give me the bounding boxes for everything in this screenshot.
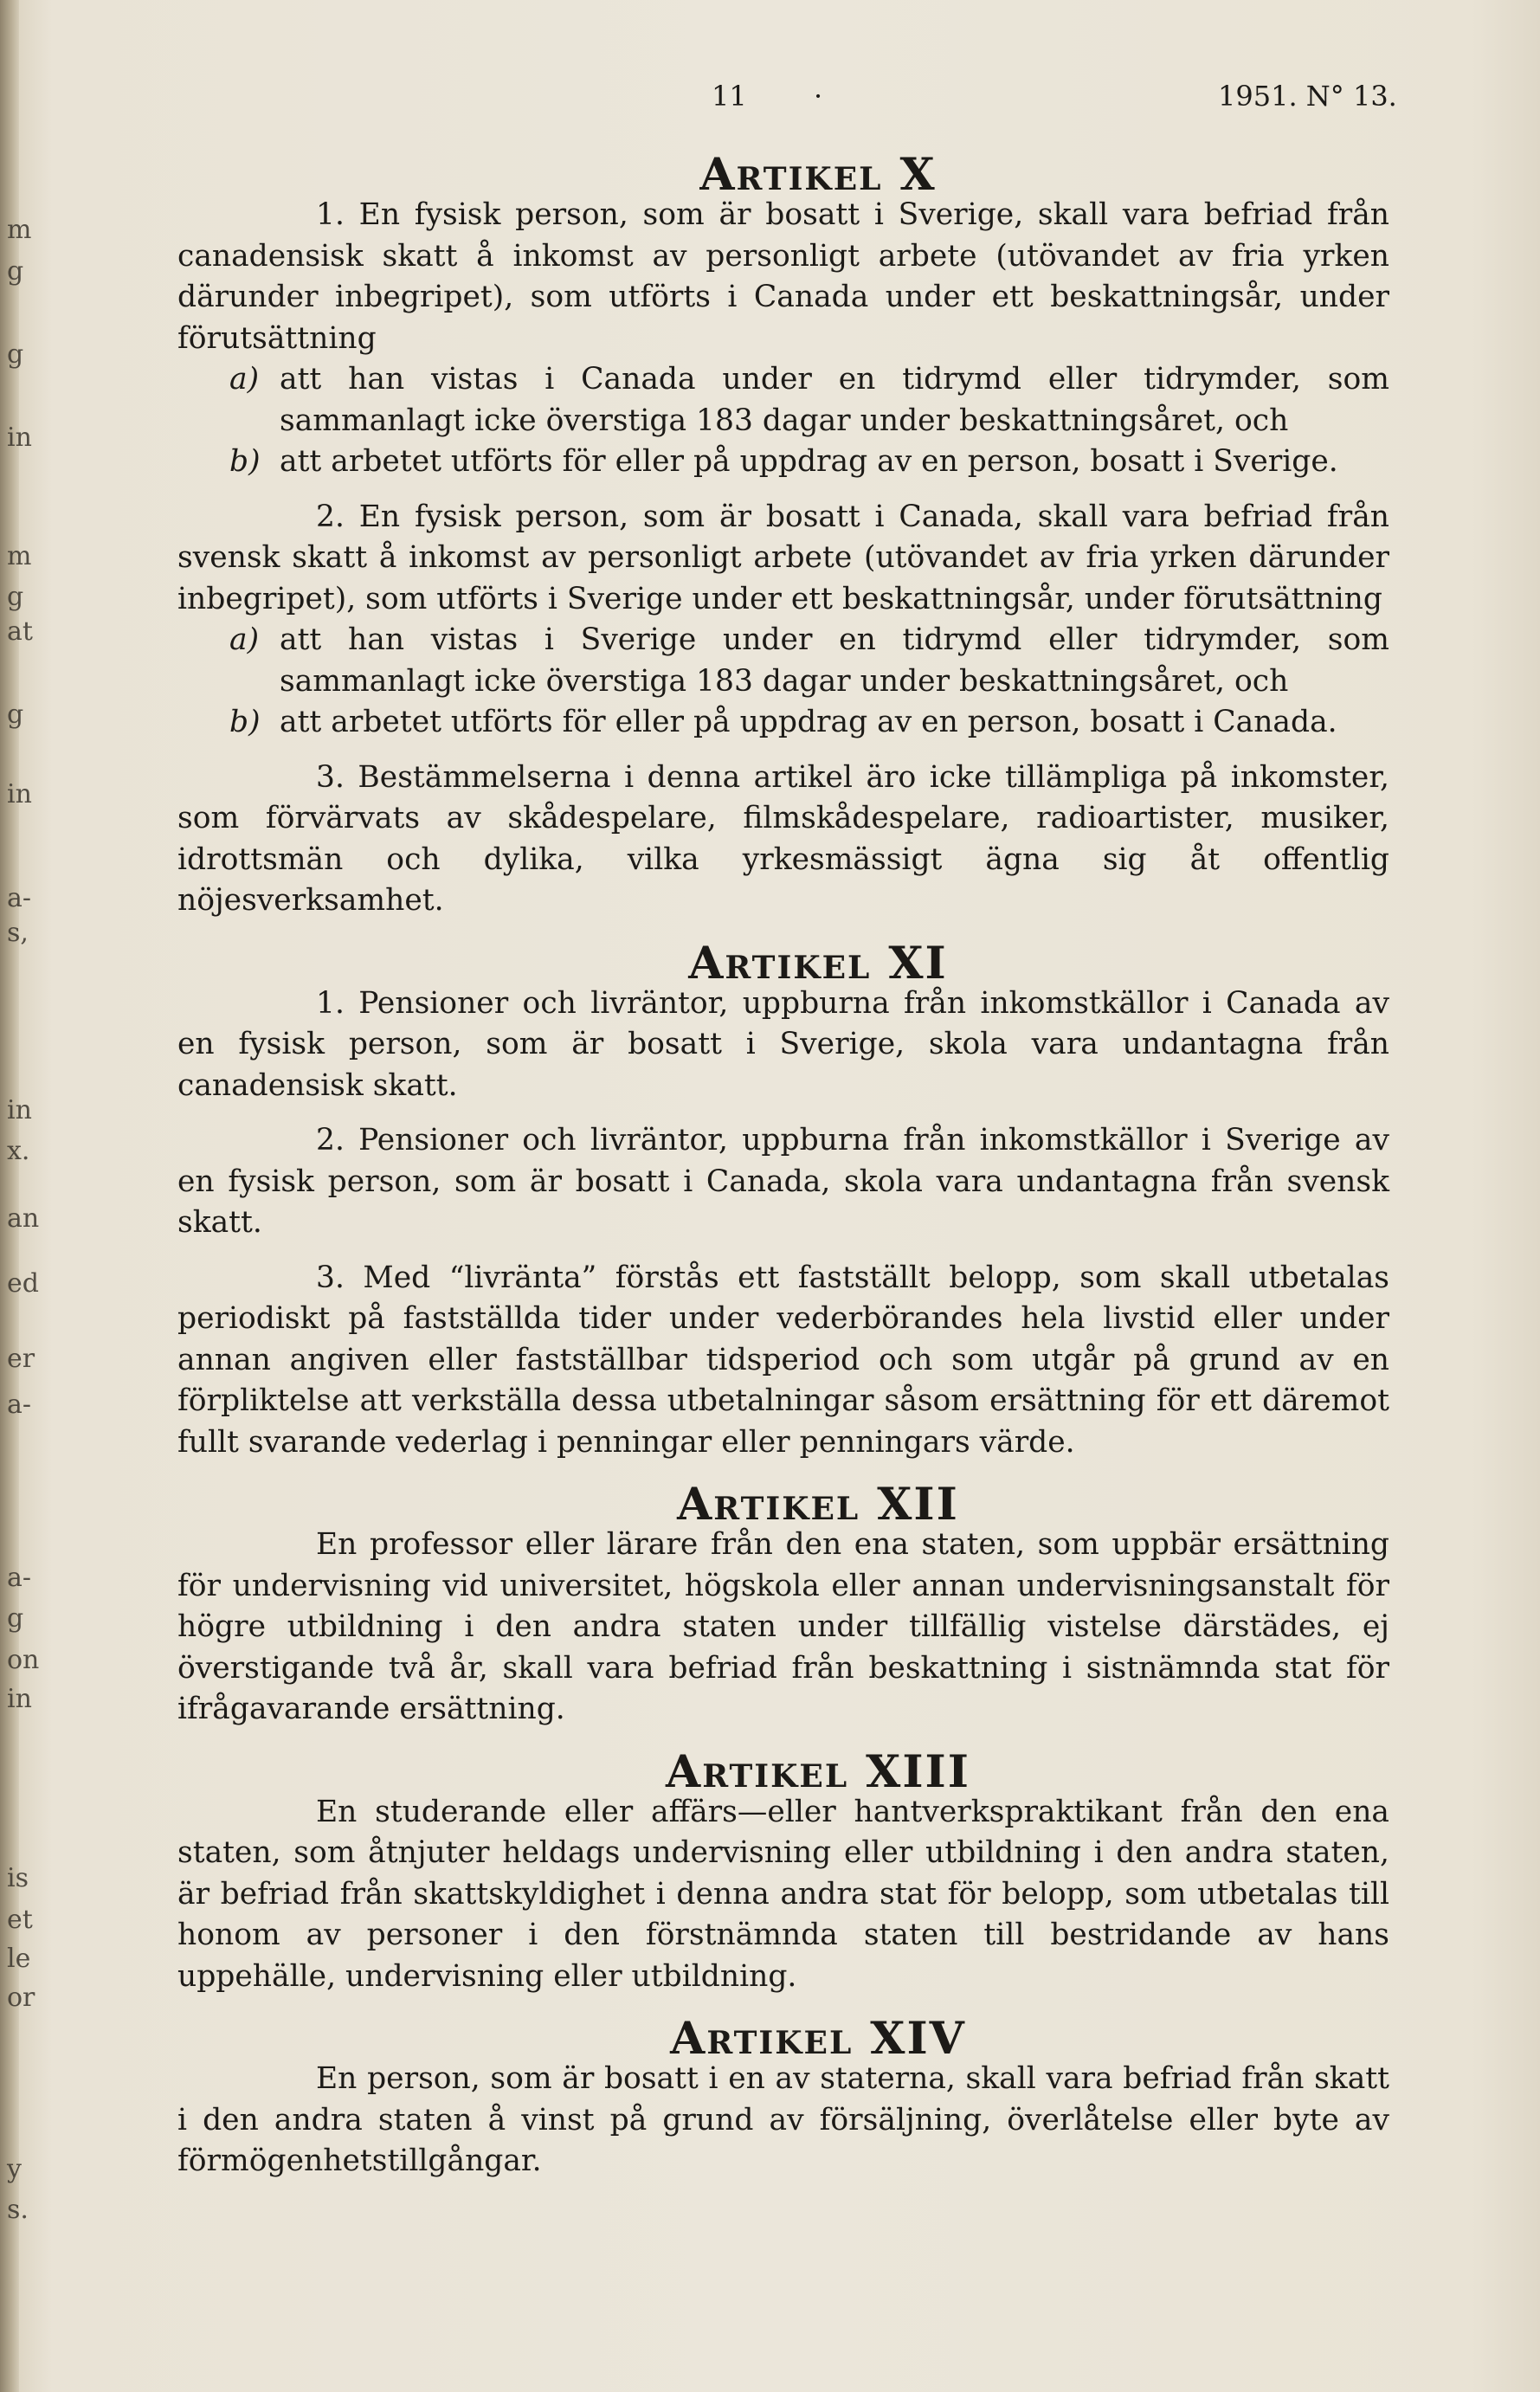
bleed-fragment: in: [7, 1095, 32, 1125]
bleed-fragment: g: [7, 339, 24, 370]
bleed-fragment: a-: [7, 883, 32, 913]
bleed-fragment: ed: [7, 1268, 39, 1299]
article-x: [177, 148, 1389, 922]
article-title: Artikel XIV: [670, 2012, 966, 2065]
paragraph: 1. En fysisk person, som är bosatt i Sverige, skall vara befriad från canadensisk skatt å inkomst av personligt arbete (utövandet av fria yrken därunder inbegripet), som utförts i Canada under ett beskattningsår, under förutsättning: [177, 197, 1389, 356]
bleed-fragment: an: [7, 1203, 40, 1234]
bleed-fragment: in: [7, 422, 32, 453]
list-marker: a): [229, 362, 260, 397]
bleed-fragment: a-: [7, 1563, 32, 1593]
bleed-fragment: le: [7, 1944, 31, 1974]
paragraph: 3. Med “livränta” förstås ett fastställt belopp, som skall utbetalas periodiskt på fastställda tider under vederbörandes hela livstid eller under annan angiven eller fastställbar tidsperiod och som utgår på grund av en förpliktelse att verkställa dessa utbetalningar såsom ersättning för ett däremot fullt svarande vederlag i penningar eller penningars värde.: [177, 1260, 1389, 1460]
bleed-fragment: g: [7, 1603, 24, 1634]
bleed-fragment: y: [7, 2154, 22, 2184]
list-item-text: att arbetet utförts för eller på uppdrag av en person, bosatt i Sverige.: [280, 444, 1338, 479]
list-item-text: att han vistas i Canada under en tidrymd eller tidrymder, som sammanlagt icke överstiga 183 dagar under beskattningsåret, och: [280, 362, 1389, 438]
list-item: [229, 359, 1389, 442]
bleed-fragment: er: [7, 1344, 35, 1374]
paragraph: 2. Pensioner och livräntor, uppburna från inkomstkällor i Sverige av en fysisk person, som är bosatt i Canada, skola vara undantagna från svensk skatt.: [177, 1123, 1389, 1240]
paragraph: En person, som är bosatt i en av staterna, skall vara befriad från skatt i den andra staten å vinst på grund av försäljning, överlåtelse eller byte av förmögenhetstillgångar.: [177, 2061, 1389, 2178]
list-item: [229, 442, 1389, 483]
document-reference: 1951. N° 13.: [1218, 80, 1397, 113]
article-xiv: [177, 2012, 1389, 2182]
bleed-fragment: or: [7, 1983, 35, 2013]
paragraph: En professor eller lärare från den ena staten, som uppbär ersättning för undervisning vid universitet, högskola eller annan undervisningsanstalt för högre utbildning i den andra staten under tillfällig vistelse därstädes, ej överstigande två år, skall vara befriad från beskattning i sistnämnda stat för ifrågavarande ersättning.: [177, 1527, 1389, 1726]
article-title: Artikel XIII: [666, 1744, 970, 1798]
bleed-fragment: g: [7, 700, 24, 730]
page-header: [0, 80, 1540, 123]
paragraph: 2. En fysisk person, som är bosatt i Canada, skall vara befriad från svensk skatt å inkomst av personligt arbete (utövandet av fria yrken därunder inbegripet), som utförts i Sverige under ett beskattningsår, under förutsättning: [177, 499, 1389, 616]
list-marker: a): [229, 622, 260, 657]
list-item: [229, 620, 1389, 702]
article-xi: [177, 936, 1389, 1464]
article-xii: [177, 1478, 1389, 1731]
paragraph: En studerande eller affärs—eller hantverkspraktikant från den ena staten, som åtnjuter heldags undervisning eller utbildning i den andra staten, är befriad från skattskyldighet i denna andra stat för belopp, som utbetalas till honom av personer i den förstnämnda staten till bestridande av hans uppehälle, undervisning eller utbildning.: [177, 1794, 1389, 1994]
bleed-fragment: in: [7, 779, 32, 809]
bleed-fragment: g: [7, 582, 24, 612]
bleed-fragment: a-: [7, 1389, 32, 1420]
list-item: [229, 702, 1389, 744]
bleed-fragment: s.: [7, 2195, 29, 2225]
bleed-fragment: s,: [7, 918, 29, 948]
document-body: [177, 148, 1389, 2182]
bleed-fragment: m: [7, 215, 32, 245]
list-item-text: att han vistas i Sverige under en tidrymd eller tidrymder, som sammanlagt icke överstiga 183 dagar under beskattningsåret, och: [280, 622, 1389, 699]
article-title: Artikel XI: [688, 936, 948, 990]
paragraph: 3. Bestämmelserna i denna artikel äro icke tillämpliga på inkomster, som förvärvats av skådespelare, filmskådespelare, radioartister, musiker, idrottsmän och dylika, vilka yrkesmässigt ägna sig åt offentlig nöjesverksamhet.: [177, 759, 1389, 918]
article-title: Artikel X: [699, 148, 937, 201]
bleed-fragment: in: [7, 1684, 32, 1714]
list-marker: b): [229, 444, 261, 479]
list-item-text: att arbetet utförts för eller på uppdrag av en person, bosatt i Canada.: [280, 705, 1337, 739]
paragraph: 1. Pensioner och livräntor, uppburna från inkomstkällor i Canada av en fysisk person, som är bosatt i Sverige, skola vara undantagna från canadensisk skatt.: [177, 985, 1389, 1103]
bleed-fragment: at: [7, 616, 33, 647]
bleed-fragment: et: [7, 1905, 33, 1935]
list-marker: b): [229, 705, 261, 739]
article-title: Artikel XII: [677, 1478, 959, 1531]
article-xiii: [177, 1744, 1389, 1998]
bleed-fragment: g: [7, 256, 24, 287]
page-number: 11: [712, 80, 747, 113]
bleed-fragment: on: [7, 1645, 40, 1675]
bleed-fragment: x.: [7, 1136, 30, 1166]
bleed-fragment: is: [7, 1863, 29, 1893]
header-dot: ·: [814, 80, 823, 113]
bleed-fragment: m: [7, 541, 32, 571]
